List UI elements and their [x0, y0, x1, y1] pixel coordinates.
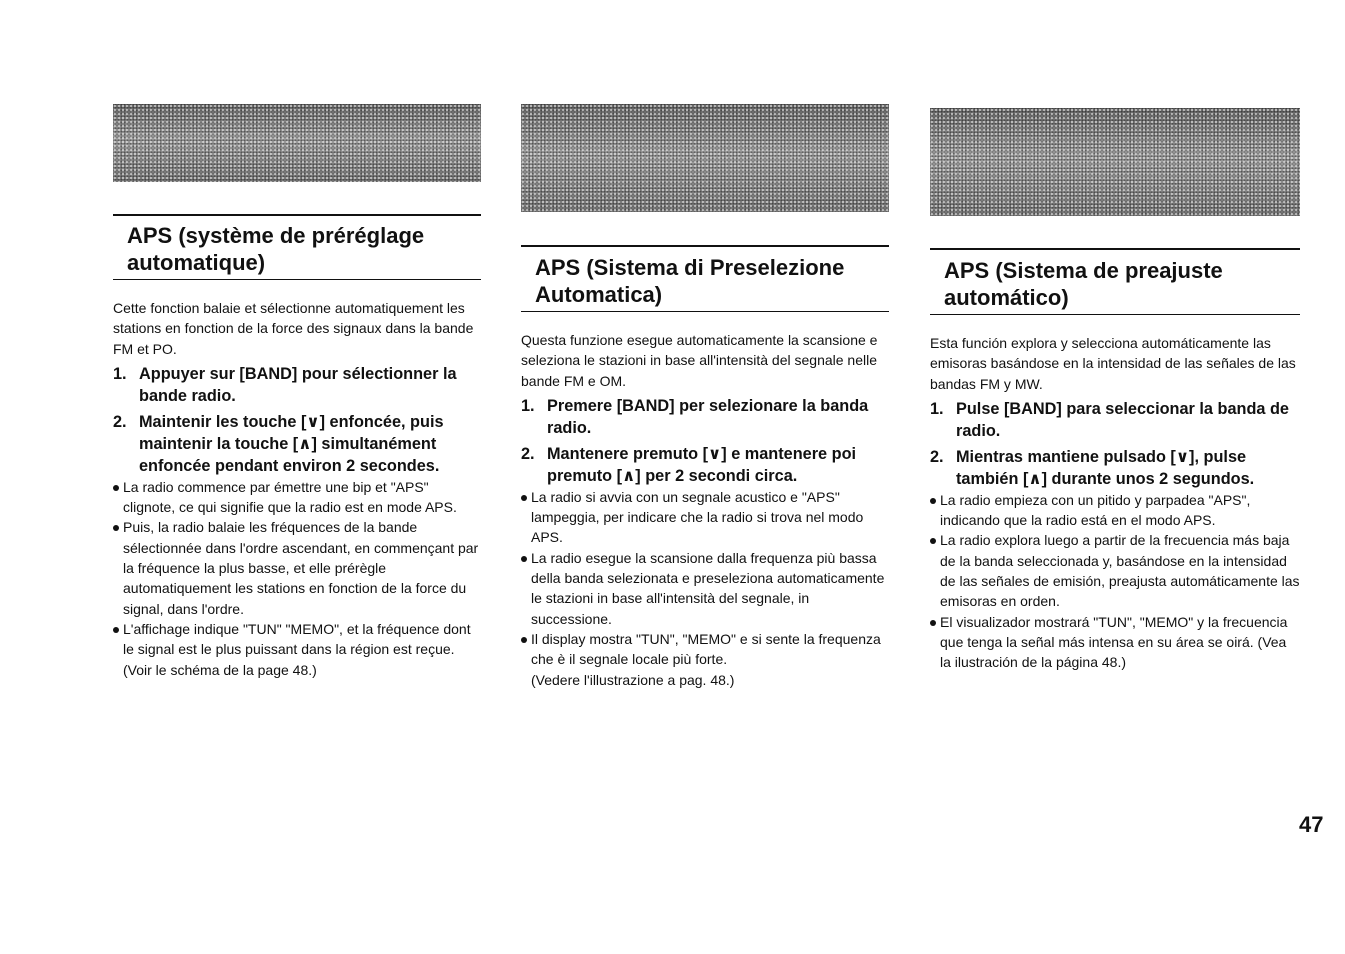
page-number: 47: [1299, 812, 1324, 837]
heading-rule-top-fr: [113, 214, 481, 216]
intro-es: Esta función explora y selecciona automáticamente las emisoras basándose en la intensidad de las señales de las bandas FM y MW.: [930, 335, 1296, 392]
bullet3-es: El visualizador mostrará "TUN", "MEMO" y la frecuencia que tenga la señal más intensa en su área se oirá. (Vea la ilustración de la página 48.): [930, 612, 1300, 673]
bullets-it: [521, 487, 889, 670]
step1-es: [930, 398, 1300, 442]
heading-rule-bottom-es: [930, 314, 1300, 315]
heading-fr: [113, 222, 438, 276]
step1-fr-num: 1.: [113, 364, 127, 383]
heading-fr-line1: APS (système de préréglage: [127, 223, 425, 248]
step1-fr: [113, 363, 481, 407]
bullet1-it: La radio si avvia con un segnale acustico e "APS" lampeggia, per indicare che la radio si trova nel modo APS.: [521, 487, 889, 548]
step2-fr-text: Maintenir les touche [∨] enfoncée, puis maintenir la touche [∧] simultanément enfoncée pendant environ 2 secondes.: [139, 412, 444, 475]
intro-it: Questa funzione esegue automaticamente la scansione e seleziona le stazioni in base all'intensità del segnale nelle bande FM e OM.: [521, 332, 878, 389]
bullet2-es: La radio explora luego a partir de la frecuencia más baja de la banda seleccionada y, basándose en la intensidad de las señales de emisión, preajusta automáticamente las emisoras en orden.: [930, 530, 1300, 611]
heading-it-line2: Automatica): [535, 282, 663, 307]
step1-it: [521, 395, 889, 439]
bullet3-it: Il display mostra "TUN", "MEMO" e si sente la frequenza che è il segnale locale più forte.: [521, 629, 889, 670]
step2-es-num: 2.: [930, 447, 944, 466]
heading-rule-top-es: [930, 248, 1300, 250]
heading-es-line1: APS (Sistema de preajuste: [944, 258, 1223, 283]
heading-it-line1: APS (Sistema di Preselezione: [535, 255, 845, 280]
section-banner-es: [930, 108, 1300, 216]
step2-it-num: 2.: [521, 444, 535, 463]
step1-es-text: Pulse [BAND] para seleccionar la banda de radio.: [956, 399, 1289, 440]
heading-rule-top-it: [521, 245, 889, 247]
step1-it-num: 1.: [521, 396, 535, 415]
body-fr: [113, 298, 481, 680]
heading-es: [930, 257, 1237, 311]
heading-rule-bottom-fr: [113, 279, 481, 280]
bullet3-fr: L'affichage indique "TUN" "MEMO", et la fréquence dont le signal est le plus puissant dans la région est reçue. (Voir le schéma de la page 48.): [113, 619, 481, 680]
step2-fr-num: 2.: [113, 412, 127, 431]
intro-fr: Cette fonction balaie et sélectionne automatiquement les stations en fonction de la force des signaux dans la bande FM et PO.: [113, 300, 474, 357]
step2-es: [930, 446, 1300, 490]
bullet1-fr: La radio commence par émettre une bip et "APS" clignote, ce qui signifie que la radio est en mode APS.: [113, 477, 481, 518]
bullet1-es: La radio empieza con un pitido y parpadea "APS", indicando que la radio está en el modo APS.: [930, 490, 1300, 531]
step2-it: [521, 443, 889, 487]
step1-es-num: 1.: [930, 399, 944, 418]
body-it: [521, 330, 889, 690]
step2-fr: [113, 411, 481, 477]
step1-it-text: Premere [BAND] per selezionare la banda radio.: [547, 396, 869, 437]
bullet2-fr: Puis, la radio balaie les fréquences de la bande sélectionnée dans l'ordre ascendant, en commençant par la fréquence la plus basse, et elle prérègle automatiquement les stations en fonction de la force du signal, dans l'ordre.: [113, 517, 481, 618]
note-it: (Vedere l'illustrazione a pag. 48.): [531, 671, 735, 688]
bullets-fr: [113, 477, 481, 680]
step2-es-text: Mientras mantiene pulsado [∨], pulse también [∧] durante unos 2 segundos.: [956, 447, 1255, 488]
section-banner-fr: [113, 104, 481, 182]
heading-es-line2: automático): [944, 285, 1069, 310]
heading-rule-bottom-it: [521, 311, 889, 312]
heading-fr-line2: automatique): [127, 250, 266, 275]
section-banner-it: [521, 104, 889, 212]
heading-it: [521, 254, 858, 308]
bullet2-it: La radio esegue la scansione dalla frequenza più bassa della banda selezionata e preseleziona automaticamente le stazioni in base all'intensità del segnale, in successione.: [521, 548, 889, 629]
step2-it-text: Mantenere premuto [∨] e mantenere poi premuto [∧] per 2 secondi circa.: [547, 444, 857, 485]
step1-fr-text: Appuyer sur [BAND] pour sélectionner la bande radio.: [139, 364, 457, 405]
bullets-es: [930, 490, 1300, 673]
body-es: [930, 333, 1300, 673]
